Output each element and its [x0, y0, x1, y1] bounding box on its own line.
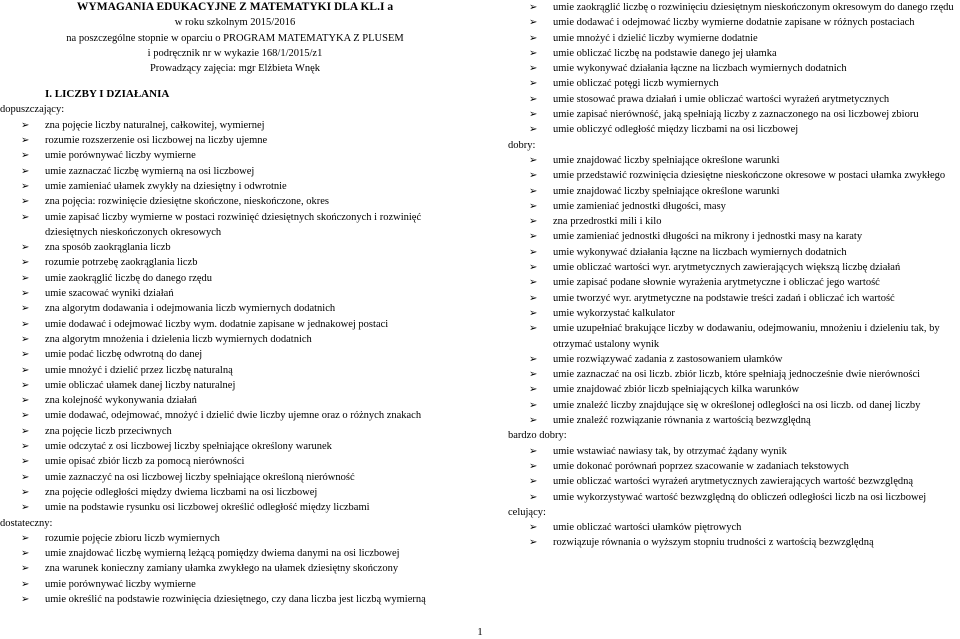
arrow-bullet-icon: ➢: [529, 369, 538, 381]
requirement-text: umie wykonywać działania łączne na liczbach wymiernych dodatnich: [553, 63, 847, 75]
requirement-text: umie opisać zbiór liczb za pomocą nierówności: [45, 456, 245, 468]
list-item: [0, 210, 470, 241]
requirement-text: umie zamieniać ułamek zwykły na dziesiętny i odwrotnie: [45, 180, 287, 192]
list-item: [508, 61, 956, 76]
arrow-bullet-icon: ➢: [529, 154, 538, 166]
requirement-text: umie obliczyć odległość między liczbami na osi liczbowej: [553, 124, 799, 136]
list-item: [0, 271, 470, 286]
list-item: [508, 260, 956, 275]
requirement-text: umie zapisać podane słownie wyrażenia arytmetyczne i obliczać jego wartość: [553, 277, 880, 289]
list-item: [0, 240, 470, 255]
arrow-bullet-icon: ➢: [529, 200, 538, 212]
requirement-text: umie zaznaczyć na osi liczbowej liczby spełniające określoną nierówność: [45, 471, 355, 483]
list-item: [0, 301, 470, 316]
arrow-bullet-icon: ➢: [529, 292, 538, 304]
requirement-text: umie wykorzystywać wartość bezwzględną do obliczeń odległości liczb na osi liczbowej: [553, 491, 927, 503]
list-item: [0, 118, 470, 133]
requirement-text: umie odczytać z osi liczbowej liczby spełniające określony warunek: [45, 441, 332, 453]
list-item: [508, 168, 956, 183]
grade-level-heading: dostateczny:: [0, 517, 53, 529]
arrow-bullet-icon: ➢: [21, 180, 30, 192]
grade-level-heading: dopuszczający:: [0, 104, 65, 116]
requirement-text: umie mnożyć i dzielić przez liczbę naturalną: [45, 364, 233, 376]
requirement-list: [0, 118, 470, 516]
list-item: [508, 0, 956, 15]
arrow-bullet-icon: ➢: [21, 410, 30, 422]
list-item: [508, 153, 956, 168]
page-number: 1: [477, 626, 483, 638]
list-item: [508, 535, 956, 550]
arrow-bullet-icon: ➢: [21, 119, 30, 131]
list-item: [508, 382, 956, 397]
list-item: [0, 148, 470, 163]
list-item: [508, 490, 956, 505]
list-item: [0, 378, 470, 393]
arrow-bullet-icon: ➢: [21, 135, 30, 147]
requirement-text: zna sposób zaokrąglania liczb: [45, 242, 171, 254]
requirement-text: umie znajdować liczbę wymierną leżącą pomiędzy dwiema danymi na osi liczbowej: [45, 548, 400, 560]
arrow-bullet-icon: ➢: [21, 441, 30, 453]
requirement-text: zna algorytm mnożenia i dzielenia liczb wymiernych dodatnich: [45, 333, 312, 345]
list-item: [508, 46, 956, 61]
requirement-text: umie mnożyć i dzielić liczby wymierne dodatnie: [553, 32, 758, 44]
arrow-bullet-icon: ➢: [529, 277, 538, 289]
requirement-text: zna pojęcie liczby naturalnej, całkowitej, wymiernej: [45, 119, 265, 131]
list-item: [0, 500, 470, 515]
arrow-bullet-icon: ➢: [529, 537, 538, 549]
section-title: I. LICZBY I DZIAŁANIA: [45, 88, 170, 101]
list-item: [0, 577, 470, 592]
requirement-text: umie zapisać nierówność, jaką spełniają liczby z zaznaczonego na osi liczbowej zbioru: [553, 109, 919, 121]
list-item: [0, 546, 470, 561]
list-item: [0, 347, 470, 362]
arrow-bullet-icon: ➢: [21, 563, 30, 575]
arrow-bullet-icon: ➢: [529, 2, 538, 13]
arrow-bullet-icon: ➢: [21, 333, 30, 345]
requirement-text: umie obliczać wartości ułamków piętrowych: [553, 522, 742, 534]
arrow-bullet-icon: ➢: [529, 93, 538, 105]
list-item: [0, 592, 470, 607]
arrow-bullet-icon: ➢: [21, 593, 30, 605]
requirement-text: umie dodawać, odejmować, mnożyć i dzielić dwie liczby ujemne oraz o różnych znakach: [45, 410, 422, 422]
arrow-bullet-icon: ➢: [529, 399, 538, 411]
list-item: [0, 424, 470, 439]
list-item: [0, 454, 470, 469]
document-title: WYMAGANIA EDUKACYJNE Z MATEMATYKI DLA KL.I a: [76, 1, 394, 13]
requirement-list: [0, 531, 470, 607]
list-item: [508, 31, 956, 46]
list-item: [0, 363, 470, 378]
requirement-text: umie szacować wyniki działań: [45, 288, 174, 300]
arrow-bullet-icon: ➢: [21, 349, 30, 361]
list-item: [508, 214, 956, 229]
arrow-bullet-icon: ➢: [21, 318, 30, 330]
arrow-bullet-icon: ➢: [21, 364, 30, 376]
list-item: [0, 317, 470, 332]
arrow-bullet-icon: ➢: [529, 231, 538, 243]
requirement-list: [508, 520, 956, 551]
requirement-text: rozumie pojęcie zbioru liczb wymiernych: [45, 532, 220, 544]
grade-level-heading: bardzo dobry:: [508, 430, 567, 442]
requirement-text: umie obliczać potęgi liczb wymiernych: [553, 78, 719, 90]
list-item: [508, 413, 956, 428]
arrow-bullet-icon: ➢: [529, 491, 538, 503]
requirement-text: zna przedrostki mili i kilo: [553, 216, 662, 228]
requirement-text: umie tworzyć wyr. arytmetyczne na podstawie treści zadań i obliczać ich wartość: [553, 292, 895, 304]
arrow-bullet-icon: ➢: [21, 578, 30, 590]
requirement-text: umie znaleźć rozwiązanie równania z wartością bezwzględną: [553, 415, 811, 427]
header-line: na poszczególne stopnie w oparciu o PROGRAM MATEMATYKA Z PLUSEM: [66, 32, 404, 44]
list-item: [508, 76, 956, 91]
list-item: [0, 164, 470, 179]
list-item: [0, 485, 470, 500]
list-item: [0, 133, 470, 148]
list-item: [0, 179, 470, 194]
arrow-bullet-icon: ➢: [529, 476, 538, 488]
arrow-bullet-icon: ➢: [21, 502, 30, 514]
arrow-bullet-icon: ➢: [21, 272, 30, 284]
arrow-bullet-icon: ➢: [21, 532, 30, 544]
requirement-text: rozumie potrzebę zaokrąglania liczb: [45, 257, 198, 269]
arrow-bullet-icon: ➢: [529, 445, 538, 457]
list-item: [508, 321, 956, 352]
arrow-bullet-icon: ➢: [21, 303, 30, 315]
requirement-text: rozwiązuje równania o wyższym stopniu trudności z wartością bezwzględną: [553, 537, 874, 549]
requirement-list: [508, 444, 956, 505]
left-column: [0, 0, 470, 607]
arrow-bullet-icon: ➢: [21, 150, 30, 162]
list-item: [508, 245, 956, 260]
arrow-bullet-icon: ➢: [529, 63, 538, 75]
arrow-bullet-icon: ➢: [529, 109, 538, 121]
arrow-bullet-icon: ➢: [21, 196, 30, 208]
requirement-text: umie znajdować liczby spełniające określone warunki: [553, 154, 780, 166]
requirement-text: umie zamieniać jednostki długości na mikrony i jednostki masy na karaty: [553, 231, 863, 243]
requirement-list: [508, 0, 956, 138]
list-item: [508, 367, 956, 382]
requirement-text: umie znajdować zbiór liczb spełniających kilka warunków: [553, 384, 800, 396]
arrow-bullet-icon: ➢: [21, 211, 30, 223]
requirement-text: rozumie rozszerzenie osi liczbowej na liczby ujemne: [45, 135, 268, 147]
requirement-text: umie na podstawie rysunku osi liczbowej określić odległość między liczbami: [45, 502, 370, 514]
requirement-text: zna kolejność wykonywania działań: [45, 395, 197, 407]
arrow-bullet-icon: ➢: [529, 216, 538, 228]
requirement-text: zna pojęcia: rozwinięcie dziesiętne skończone, nieskończone, okres: [45, 196, 329, 208]
list-item: [508, 107, 956, 122]
arrow-bullet-icon: ➢: [529, 460, 538, 472]
requirement-text: umie dodawać i odejmować liczby wym. dodatnie zapisane w jednakowej postaci: [45, 318, 389, 330]
list-item: [0, 332, 470, 347]
arrow-bullet-icon: ➢: [529, 32, 538, 44]
left-requirements: [0, 102, 470, 607]
header-line: Prowadzący zajęcia: mgr Elżbieta Wnęk: [149, 63, 321, 75]
grade-level-heading: dobry:: [508, 139, 536, 151]
requirement-text: umie zaokrąglić liczbę do danego rzędu: [45, 272, 213, 284]
list-item: [508, 306, 956, 321]
requirement-text: umie zapisać liczby wymierne w postaci rozwinięć dziesiętnych skończonych i rozwinięć dziesiętnych nieskończonych okresowych: [45, 211, 422, 238]
arrow-bullet-icon: ➢: [21, 456, 30, 468]
list-item: [508, 291, 956, 306]
list-item: [508, 275, 956, 290]
header-line: i podręcznik nr w wykazie 168/1/2015/z1: [147, 47, 323, 59]
requirement-text: umie dokonać porównań poprzez szacowanie w zadaniach tekstowych: [553, 460, 849, 472]
arrow-bullet-icon: ➢: [21, 395, 30, 407]
requirement-text: umie określić na podstawie rozwinięcia dziesiętnego, czy dana liczba jest liczbą wymierną: [45, 593, 426, 605]
list-item: [0, 286, 470, 301]
header-line: w roku szkolnym 2015/2016: [174, 17, 296, 29]
list-item: [508, 398, 956, 413]
requirement-text: umie podać liczbę odwrotną do danej: [45, 349, 203, 361]
requirement-text: umie znajdować liczby spełniające określone warunki: [553, 185, 780, 197]
list-item: [508, 352, 956, 367]
requirement-text: umie porównywać liczby wymierne: [45, 150, 196, 162]
requirement-text: zna algorytm dodawania i odejmowania liczb wymiernych dodatnich: [45, 303, 336, 315]
list-item: [508, 229, 956, 244]
arrow-bullet-icon: ➢: [21, 288, 30, 300]
requirement-text: zna warunek konieczny zamiany ułamka zwykłego na ułamek dziesiętny skończony: [45, 563, 399, 575]
right-column: [508, 0, 956, 551]
requirement-text: umie wykonywać działania łączne na liczbach wymiernych dodatnich: [553, 246, 847, 258]
list-item: [0, 531, 470, 546]
requirement-text: umie zamieniać jednostki długości, masy: [553, 200, 726, 212]
document-header: [0, 0, 470, 76]
list-item: [508, 459, 956, 474]
requirement-text: umie znaleźć liczby znajdujące się w określonej odległości na osi liczb. od danej liczby: [553, 399, 921, 411]
arrow-bullet-icon: ➢: [529, 78, 538, 90]
arrow-bullet-icon: ➢: [21, 257, 30, 269]
requirement-text: umie zaznaczać na osi liczb. zbiór liczb, które spełniają jednocześnie dwie nierówności: [553, 369, 921, 381]
arrow-bullet-icon: ➢: [529, 262, 538, 274]
arrow-bullet-icon: ➢: [21, 548, 30, 560]
list-item: [508, 520, 956, 535]
arrow-bullet-icon: ➢: [529, 307, 538, 319]
requirement-text: umie rozwiązywać zadania z zastosowaniem ułamków: [553, 353, 783, 365]
requirement-text: umie obliczać wartości wyr. arytmetycznych zawierających większą liczbę działań: [553, 262, 901, 274]
requirement-text: umie obliczać ułamek danej liczby naturalnej: [45, 379, 236, 391]
list-item: [0, 408, 470, 423]
requirement-text: umie wykorzystać kalkulator: [553, 307, 675, 319]
list-item: [508, 184, 956, 199]
arrow-bullet-icon: ➢: [529, 17, 538, 29]
list-item: [508, 15, 956, 30]
arrow-bullet-icon: ➢: [529, 323, 538, 335]
list-item: [508, 122, 956, 137]
requirement-text: umie uzupełniać brakujące liczby w dodawaniu, odejmowaniu, mnożeniu i dzieleniu tak, by otrzymać ustalony wynik: [553, 323, 940, 350]
requirement-text: umie zaznaczać liczbę wymierną na osi liczbowej: [45, 165, 255, 177]
arrow-bullet-icon: ➢: [529, 353, 538, 365]
grade-level-heading: celujący:: [508, 506, 546, 518]
requirement-text: umie zaokrąglić liczbę o rozwinięciu dziesiętnym nieskończonym okresowym do danego rzędu: [553, 2, 954, 13]
arrow-bullet-icon: ➢: [529, 415, 538, 427]
arrow-bullet-icon: ➢: [529, 246, 538, 258]
list-item: [0, 255, 470, 270]
arrow-bullet-icon: ➢: [529, 384, 538, 396]
arrow-bullet-icon: ➢: [21, 425, 30, 437]
list-item: [0, 393, 470, 408]
arrow-bullet-icon: ➢: [21, 165, 30, 177]
list-item: [508, 92, 956, 107]
list-item: [508, 199, 956, 214]
arrow-bullet-icon: ➢: [529, 124, 538, 136]
requirement-text: umie obliczać wartości wyrażeń arytmetycznych zawierających wartość bezwzględną: [553, 476, 914, 488]
requirement-text: zna pojęcie liczb przeciwnych: [45, 425, 172, 437]
list-item: [508, 444, 956, 459]
arrow-bullet-icon: ➢: [529, 522, 538, 534]
list-item: [0, 194, 470, 209]
requirement-text: zna pojęcie odległości między dwiema liczbami na osi liczbowej: [45, 486, 318, 498]
requirement-list: [508, 153, 956, 428]
arrow-bullet-icon: ➢: [21, 242, 30, 254]
arrow-bullet-icon: ➢: [21, 379, 30, 391]
arrow-bullet-icon: ➢: [21, 486, 30, 498]
list-item: [0, 470, 470, 485]
right-requirements: [508, 0, 956, 551]
list-item: [0, 561, 470, 576]
requirement-text: umie wstawiać nawiasy tak, by otrzymać żądany wynik: [553, 445, 787, 457]
requirement-text: umie dodawać i odejmować liczby wymierne dodatnie zapisane w różnych postaciach: [553, 17, 915, 29]
list-item: [0, 439, 470, 454]
arrow-bullet-icon: ➢: [529, 170, 538, 182]
requirement-text: umie przedstawić rozwinięcia dziesiętne nieskończone okresowe w postaci ułamka zwykłego: [553, 170, 946, 182]
requirement-text: umie obliczać liczbę na podstawie danego jej ułamka: [553, 47, 777, 59]
requirement-text: umie porównywać liczby wymierne: [45, 578, 196, 590]
arrow-bullet-icon: ➢: [529, 185, 538, 197]
arrow-bullet-icon: ➢: [529, 47, 538, 59]
requirement-text: umie stosować prawa działań i umie obliczać wartości wyrażeń arytmetycznych: [553, 93, 890, 105]
list-item: [508, 474, 956, 489]
arrow-bullet-icon: ➢: [21, 471, 30, 483]
